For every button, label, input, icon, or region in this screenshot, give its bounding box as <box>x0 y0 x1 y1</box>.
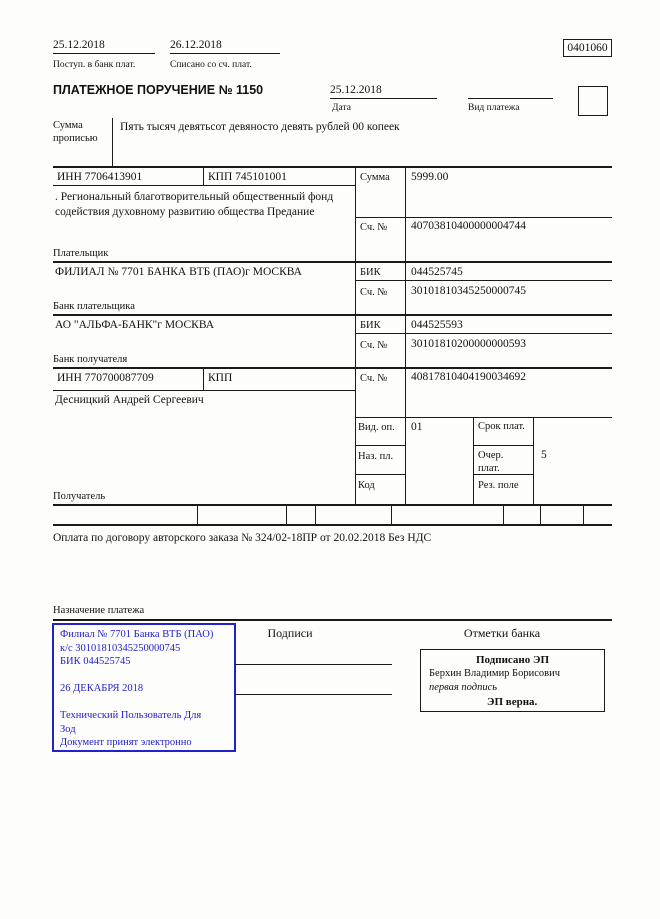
grid-line <box>53 185 355 186</box>
payee-caption: Получатель <box>53 491 106 502</box>
grid-line <box>355 474 406 475</box>
amount-words-label: Сумма прописью <box>53 120 98 144</box>
form-code-box <box>563 39 612 57</box>
code-label: Код <box>358 480 375 491</box>
signature-verification-stamp <box>420 649 605 712</box>
bank-marks-heading: Отметки банка <box>463 626 541 640</box>
grid-line <box>203 167 204 185</box>
payer-account: 40703810400000004744 <box>411 220 526 232</box>
amount-label: Сумма <box>360 172 390 183</box>
grid-line <box>53 261 612 263</box>
grid-line <box>473 445 534 446</box>
payee-bank-caption: Банк получателя <box>53 354 128 365</box>
payee-inn: ИНН 770700087709 <box>57 372 154 384</box>
payment-purpose-label: Назначение платежа <box>53 605 145 616</box>
doc-date: 25.12.2018 <box>330 84 382 96</box>
payment-kind-checkbox <box>578 86 608 116</box>
payer-inn: ИНН 7706413901 <box>57 171 143 183</box>
grid-line <box>53 504 612 506</box>
amount-words-value: Пять тысяч девятьсот девяносто девять рублей 00 копеек <box>120 121 400 133</box>
grid-line <box>53 166 612 168</box>
debited-date-field <box>170 38 280 54</box>
payer-name: . Региональный благотворительный общественный фонд содействия духовному развитию общества Предание <box>55 191 334 218</box>
grid-line <box>315 505 316 525</box>
grid-line <box>355 167 356 505</box>
amount-value: 5999.00 <box>411 171 449 183</box>
document-title: ПЛАТЕЖНОЕ ПОРУЧЕНИЕ № 1150 <box>53 83 264 97</box>
grid-line <box>286 505 287 525</box>
received-date: 25.12.2018 <box>53 39 105 51</box>
payee-bank-account-label: Сч. № <box>360 340 388 351</box>
payer-kpp: КПП 745101001 <box>208 171 287 183</box>
grid-line <box>355 280 612 281</box>
payment-kind-label: Вид платежа <box>468 103 520 113</box>
grid-line <box>355 445 406 446</box>
stamp-line: Технический Пользователь Для <box>60 710 202 721</box>
order-value: 5 <box>541 449 547 461</box>
stamp-line <box>60 696 228 710</box>
form-code: 0401060 <box>567 42 608 54</box>
payment-kind-field <box>468 83 553 99</box>
payee-bank-bik: 044525593 <box>411 319 463 331</box>
bank-electronic-stamp <box>52 623 236 752</box>
debited-date: 26.12.2018 <box>170 39 222 51</box>
payer-caption: Плательщик <box>53 248 109 259</box>
stamp-verdict: ЭП верна. <box>487 696 538 708</box>
payee-name: Десницкий Андрей Сергеевич <box>55 394 204 406</box>
stamp-line: БИК 044525745 <box>60 656 131 667</box>
doc-date-field <box>330 83 437 99</box>
stamp-signature-note: первая подпись <box>429 682 498 693</box>
order-label: Очер. плат. <box>478 450 504 474</box>
grid-line <box>53 619 612 621</box>
stamp-line: 26 ДЕКАБРЯ 2018 <box>60 683 144 694</box>
payer-bank-caption: Банк плательщика <box>53 301 135 312</box>
grid-line <box>583 505 584 525</box>
grid-line <box>473 417 474 505</box>
payee-bank-bik-label: БИК <box>360 320 381 331</box>
pay-purpose-code-label: Наз. пл. <box>358 451 394 462</box>
payee-kpp: КПП <box>208 372 233 384</box>
received-date-field <box>53 38 155 54</box>
grid-line <box>203 368 204 390</box>
payee-account-label: Сч. № <box>360 373 388 384</box>
stamp-line: Зод <box>60 723 76 735</box>
stamp-signer-name: Берхин Владимир Борисович <box>429 668 560 679</box>
payee-account: 40817810404190034692 <box>411 371 526 383</box>
payer-bank-account-label: Сч. № <box>360 287 388 298</box>
grid-line <box>197 505 198 525</box>
grid-line <box>503 505 504 525</box>
grid-line <box>355 417 612 418</box>
grid-line <box>53 390 355 391</box>
op-type-value: 01 <box>411 421 423 433</box>
payer-bank-name: ФИЛИАЛ № 7701 БАНКА ВТБ (ПАО)г МОСКВА <box>55 266 302 278</box>
grid-line <box>355 217 612 218</box>
op-type-label: Вид. оп. <box>358 422 395 433</box>
signature-line <box>235 664 392 665</box>
doc-date-label: Дата <box>332 103 351 113</box>
payee-bank-account: 30101810200000000593 <box>411 338 526 350</box>
grid-line <box>391 505 392 525</box>
stamp-title: Подписано ЭП <box>475 654 550 666</box>
payer-account-label: Сч. № <box>360 222 388 233</box>
stamp-line: к/с 30101810345250000745 <box>60 642 181 654</box>
signatures-heading: Подписи <box>267 626 313 640</box>
payer-bank-bik-label: БИК <box>360 267 381 278</box>
grid-line <box>53 367 612 369</box>
payment-purpose-text: Оплата по договору авторского заказа № 324/02-18ПР от 20.02.2018 Без НДС <box>53 532 432 544</box>
debited-date-label: Списано со сч. плат. <box>170 60 252 70</box>
grid-line <box>53 314 612 316</box>
received-date-label: Поступ. в банк плат. <box>53 60 136 70</box>
payer-bank-account: 30101810345250000745 <box>411 285 526 297</box>
grid-line <box>112 118 113 167</box>
grid-line <box>355 333 612 334</box>
grid-line <box>53 524 612 526</box>
signature-line <box>235 694 392 695</box>
grid-line <box>405 167 406 505</box>
due-label: Срок плат. <box>478 421 525 432</box>
stamp-line: Документ принят электронно <box>60 737 192 748</box>
stamp-line: Филиал № 7701 Банка ВТБ (ПАО) <box>60 629 214 640</box>
grid-line <box>540 505 541 525</box>
grid-line <box>533 417 534 505</box>
payee-bank-name: АО "АЛЬФА-БАНК"г МОСКВА <box>55 319 215 331</box>
payer-bank-bik: 044525745 <box>411 266 463 278</box>
stamp-line <box>60 669 228 683</box>
reserve-label: Рез. поле <box>478 480 519 491</box>
